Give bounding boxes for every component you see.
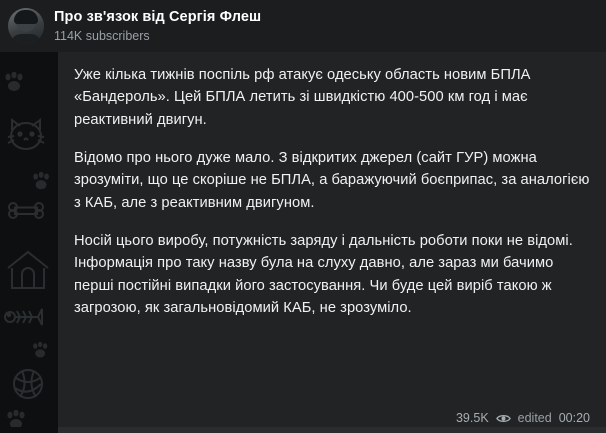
- paw-icon: [2, 72, 28, 94]
- bone-icon: [6, 202, 46, 220]
- paw-icon: [30, 172, 54, 192]
- channel-header-text: [54, 9, 261, 43]
- edited-label: edited: [517, 411, 552, 425]
- message-bubble[interactable]: [58, 52, 606, 433]
- message-time: 00:20: [558, 411, 590, 425]
- message-paragraph: Відомо про нього дуже мало. З відкритих джерел (сайт ГУР) можна зрозуміти, що це скоріше не БПЛА, а баражуючий боєприпас, за аналогією з КАБ, але з реактивним двигуном.: [74, 150, 590, 211]
- cat-icon: [4, 114, 48, 154]
- yarn-ball-icon: [8, 364, 48, 404]
- eye-icon: [496, 413, 511, 424]
- paw-icon: [30, 342, 52, 360]
- channel-subscribers: 114K subscribers: [54, 28, 150, 43]
- next-message-sliver: [58, 427, 606, 433]
- dog-house-icon: [4, 248, 52, 292]
- message-paragraph: Інформація про таку назву була на слуху давно, але зараз ми бачимо перші постійні випадки його застосування. Чи буде цей виріб такою ж загрозою, як загальновідомий КАБ, не зрозуміло.: [74, 255, 554, 317]
- message-text: [74, 64, 592, 319]
- pattern-bottom-edge: [0, 427, 58, 433]
- message-paragraph: Носій цього виробу, потужність заряду і дальність роботи поки не відомі.: [74, 233, 573, 250]
- views-count: 39.5K: [455, 411, 489, 425]
- channel-header[interactable]: [0, 0, 606, 52]
- message-meta: [456, 411, 590, 425]
- avatar[interactable]: [8, 8, 44, 44]
- fish-bone-icon: [2, 304, 48, 330]
- message-paragraph: Уже кілька тижнів поспіль рф атакує одеську область новим БПЛА «Бандероль». Цей БПЛА летить зі швидкістю 400-500 км год і має реактивний двигун.: [74, 67, 531, 128]
- chat-background-pattern: [0, 52, 58, 433]
- channel-title: Про зв'язок від Сергія Флеш: [54, 8, 262, 25]
- avatar-body-shape: [11, 34, 41, 44]
- avatar-hair-shape: [14, 10, 38, 24]
